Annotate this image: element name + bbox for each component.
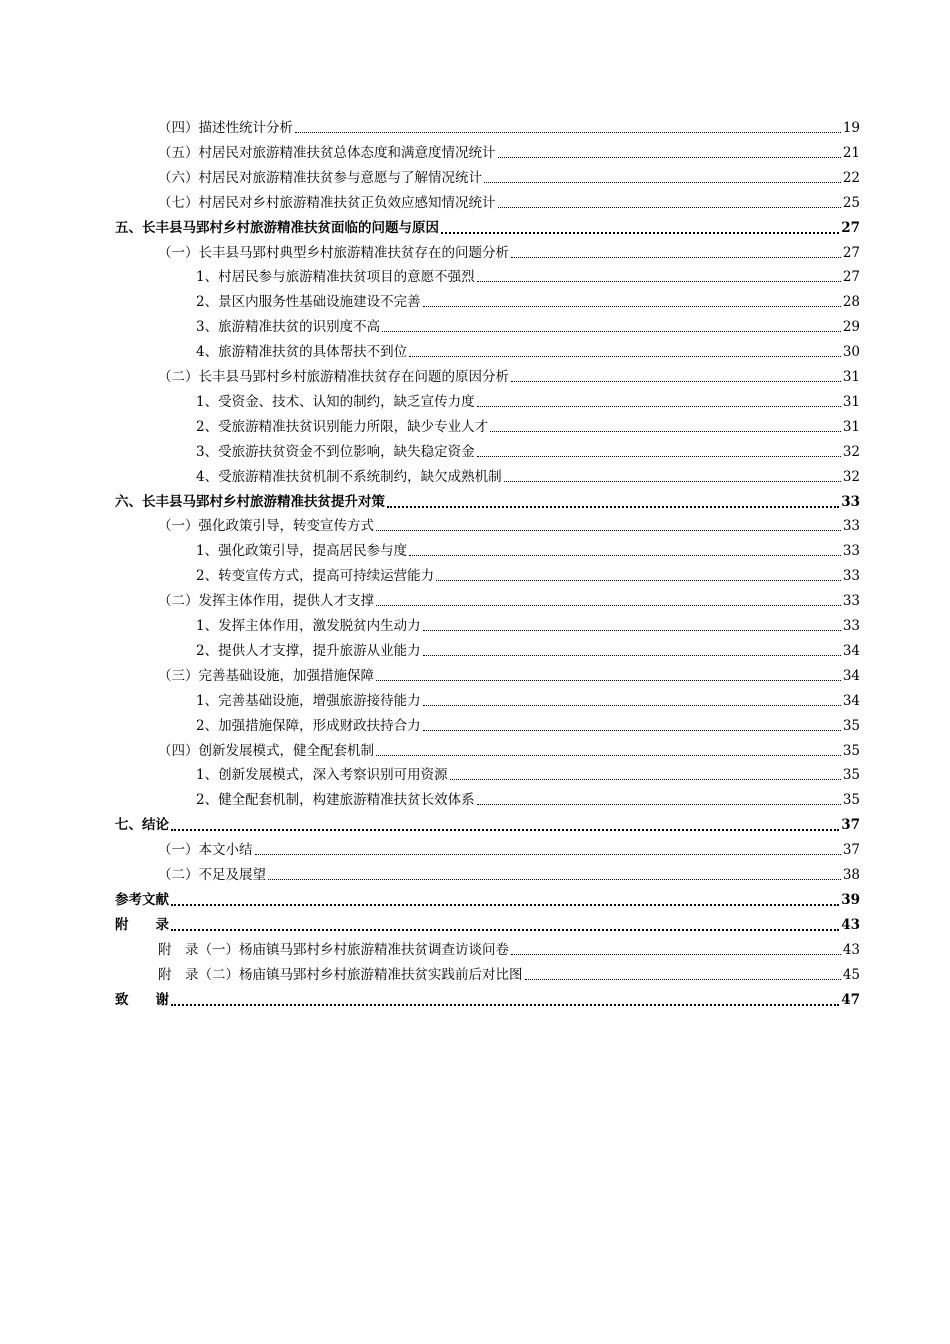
toc-entry[interactable] [196,611,860,635]
toc-entry-page-number: 32 [842,443,860,460]
toc-entry-title: 五、长丰县马郢村乡村旅游精准扶贫面临的问题与原因 [115,219,439,236]
toc-entry[interactable] [158,113,860,137]
toc-entry[interactable] [115,885,860,909]
toc-entry-title: 附 录（一）杨庙镇马郢村乡村旅游精准扶贫调查访谈问卷 [158,941,509,958]
dot-leader [171,1003,839,1006]
toc-entry-page-number: 19 [842,120,860,136]
dot-leader [376,529,841,531]
toc-entry-title: 致 谢 [115,991,169,1008]
dot-leader [423,654,841,656]
toc-entry-title: （一）长丰县马郢村典型乡村旅游精准扶贫存在的问题分析 [158,244,509,261]
dot-leader [484,181,841,183]
toc-entry-page-number: 35 [842,742,860,759]
toc-entry[interactable] [196,262,860,286]
dot-leader [477,455,841,457]
toc-entry-page-number: 37 [841,817,860,834]
toc-entry[interactable] [196,760,860,784]
toc-entry-page-number: 37 [842,842,860,859]
toc-entry[interactable] [196,387,860,411]
dot-leader [255,853,841,855]
toc-entry-page-number: 34 [842,667,860,684]
toc-entry-page-number: 25 [842,194,860,211]
toc-entry[interactable] [115,810,860,834]
toc-entry-title: （六）村居民对旅游精准扶贫参与意愿与了解情况统计 [158,169,482,186]
dot-leader [295,131,841,133]
toc-entry-title: 2、景区内服务性基础设施建设不完善 [196,294,421,311]
dot-leader [409,554,841,556]
toc-entry-title: 2、受旅游精准扶贫识别能力所限，缺少专业人才 [196,418,489,435]
toc-entry-page-number: 31 [842,393,860,410]
toc-entry[interactable] [196,711,860,735]
toc-entry-page-number: 35 [842,767,860,784]
toc-entry[interactable] [158,586,860,610]
toc-entry-title: 2、健全配套机制，构建旅游精准扶贫长效体系 [196,792,475,809]
toc-entry-page-number: 47 [841,991,860,1008]
toc-entry[interactable] [196,437,860,461]
toc-entry-page-number: 29 [842,319,860,336]
toc-entry-title: （四）描述性统计分析 [158,120,293,136]
toc-entry-title: 六、长丰县马郢村乡村旅游精准扶贫提升对策 [115,493,385,510]
toc-entry-page-number: 33 [842,568,860,585]
toc-entry-title: （三）完善基础设施，加强措施保障 [158,667,374,684]
toc-entry-title: 1、发挥主体作用，激发脱贫内生动力 [196,618,421,634]
toc-entry-title: （七）村居民对乡村旅游精准扶贫正负效应感知情况统计 [158,194,496,211]
dot-leader [409,355,841,357]
dot-leader [423,729,841,731]
toc-entry[interactable] [196,462,860,486]
toc-entry-page-number: 21 [842,144,860,161]
toc-entry-title: 2、加强措施保障，形成财政扶持合力 [196,717,421,734]
dot-leader [490,430,841,432]
dot-leader [382,330,841,332]
toc-entry-page-number: 35 [842,717,860,734]
toc-entry-page-number: 28 [842,294,860,311]
toc-entry-title: （二）不足及展望 [158,867,266,883]
toc-entry[interactable] [196,636,860,660]
toc-entry-title: 附 录 [115,916,169,933]
toc-entry[interactable] [196,337,860,361]
toc-entry-page-number: 38 [842,867,860,883]
toc-entry[interactable] [115,487,860,511]
dot-leader [171,928,839,931]
toc-entry-page-number: 33 [842,618,860,634]
dot-leader [423,305,841,307]
toc-entry-title: （二）发挥主体作用，提供人才支撑 [158,593,374,610]
toc-entry-title: 2、转变宣传方式，提高可持续运营能力 [196,568,435,585]
toc-entry[interactable] [196,536,860,560]
toc-entry-page-number: 27 [842,244,860,261]
toc-entry-page-number: 39 [841,891,860,908]
toc-entry-title: 1、完善基础设施，增强旅游接待能力 [196,692,421,709]
toc-entry-page-number: 45 [842,966,860,983]
toc-entry-title: 3、旅游精准扶贫的识别度不高 [196,319,381,336]
toc-entry-page-number: 35 [842,792,860,809]
toc-entry[interactable] [158,511,860,535]
toc-entry-page-number: 33 [842,593,860,610]
dot-leader [498,156,841,158]
dot-leader [423,704,841,706]
toc-entry[interactable] [158,362,860,386]
toc-entry[interactable] [115,985,860,1009]
toc-entry-title: 1、受资金、技术、认知的制约，缺乏宣传力度 [196,393,475,410]
toc-entry-page-number: 33 [842,518,860,535]
dot-leader [525,978,841,980]
toc-entry[interactable] [158,138,860,162]
toc-entry[interactable] [115,213,860,237]
toc-entry[interactable] [158,238,860,262]
toc-entry[interactable] [158,835,860,859]
toc-entry-title: 3、受旅游扶贫资金不到位影响，缺失稳定资金 [196,443,475,460]
toc-entry[interactable] [158,960,860,984]
dot-leader [171,903,839,906]
toc-entry-page-number: 31 [842,418,860,435]
dot-leader [511,256,841,258]
toc-entry[interactable] [158,188,860,212]
toc-entry-title: 七、结论 [115,817,169,834]
dot-leader [423,629,841,631]
toc-entry-page-number: 33 [841,493,860,510]
toc-entry[interactable] [158,736,860,760]
toc-entry-page-number: 31 [842,369,860,385]
toc-entry-page-number: 34 [842,692,860,709]
toc-entry-title: （一）强化政策引导，转变宣传方式 [158,518,374,535]
toc-entry-title: 4、旅游精准扶贫的具体帮扶不到位 [196,344,408,361]
dot-leader [450,778,841,780]
dot-leader [498,206,841,208]
toc-entry-title: 4、受旅游精准扶贫机制不系统制约，缺欠成熟机制 [196,468,502,485]
toc-entry-title: 1、村居民参与旅游精准扶贫项目的意愿不强烈 [196,269,475,286]
toc-entry-title: 1、强化政策引导，提高居民参与度 [196,543,408,560]
toc-entry-title: 参考文献 [115,891,169,908]
toc-entry-title: 2、提供人才支撑，提升旅游从业能力 [196,642,421,659]
dot-leader [477,803,841,805]
toc-entry-page-number: 33 [842,543,860,560]
toc-entry-title: 1、创新发展模式，深入考察识别可用资源 [196,767,448,784]
toc-entry[interactable] [158,163,860,187]
toc-entry[interactable] [158,860,860,884]
toc-entry-page-number: 34 [842,642,860,659]
dot-leader [376,604,841,606]
dot-leader [387,505,839,508]
dot-leader [511,953,841,955]
toc-entry-title: （一）本文小结 [158,842,253,859]
dot-leader [171,828,839,831]
dot-leader [511,380,841,382]
toc-entry[interactable] [196,785,860,809]
toc-entry[interactable] [196,412,860,436]
toc-entry[interactable] [158,661,860,685]
toc-entry-page-number: 27 [841,219,860,236]
dot-leader [436,579,841,581]
toc-entry[interactable] [196,287,860,311]
toc-entry-page-number: 32 [842,468,860,485]
toc-entry[interactable] [158,935,860,959]
toc-entry[interactable] [196,561,860,585]
dot-leader [477,280,841,282]
toc-entry-title: （四）创新发展模式，健全配套机制 [158,742,374,759]
toc-entry[interactable] [196,686,860,710]
dot-leader [477,405,841,407]
toc-entry[interactable] [196,312,860,336]
toc-entry-title: （五）村居民对旅游精准扶贫总体态度和满意度情况统计 [158,144,496,161]
dot-leader [268,878,841,880]
toc-entry-page-number: 27 [842,269,860,286]
dot-leader [376,679,841,681]
toc-entry-page-number: 43 [841,916,860,933]
toc-entry-title: 附 录（二）杨庙镇马郢村乡村旅游精准扶贫实践前后对比图 [158,966,523,983]
toc-entry[interactable] [115,910,860,934]
toc-entry-title: （二）长丰县马郢村乡村旅游精准扶贫存在问题的原因分析 [158,369,509,385]
toc-entry-page-number: 43 [842,941,860,958]
toc-entry-page-number: 22 [842,169,860,186]
dot-leader [504,480,841,482]
dot-leader [441,231,839,234]
dot-leader [376,754,841,756]
toc-entry-page-number: 30 [842,344,860,361]
